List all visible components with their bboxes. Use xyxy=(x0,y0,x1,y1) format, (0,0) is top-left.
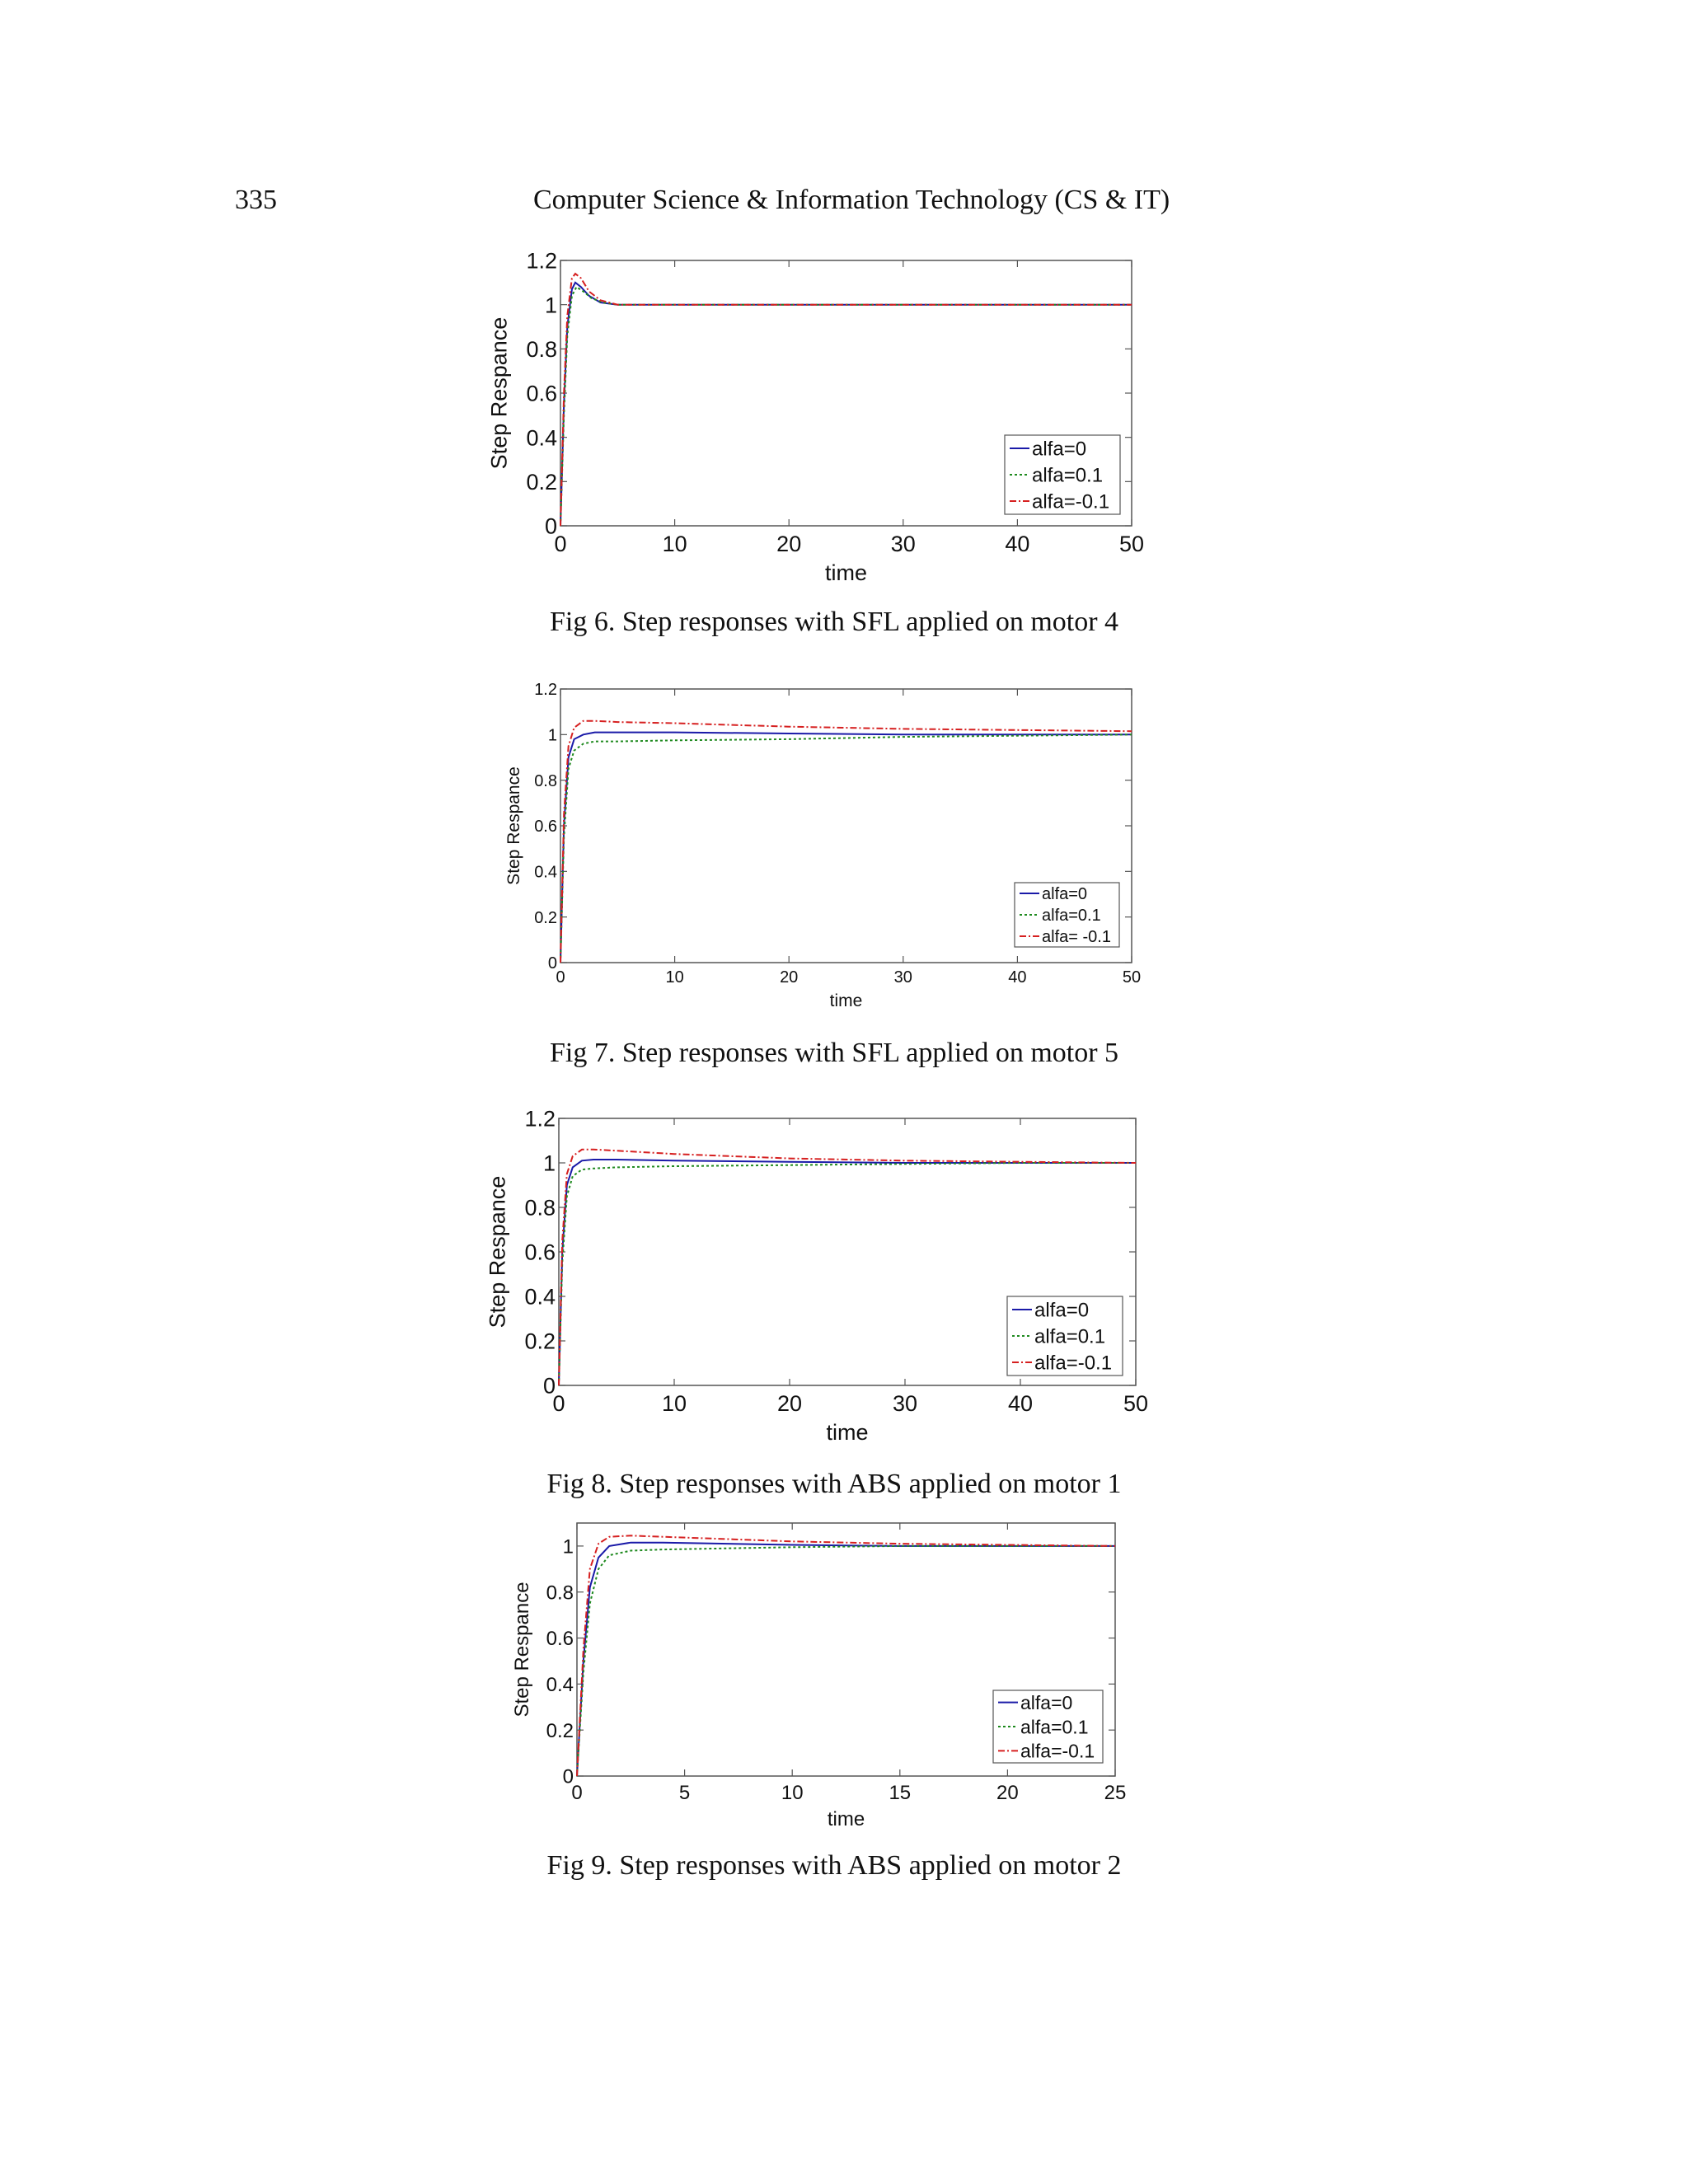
y-tick-label: 0.4 xyxy=(524,1284,556,1310)
y-axis-label: Step Respance xyxy=(485,1175,510,1329)
x-tick-label: 15 xyxy=(889,1782,912,1804)
figure-8-caption: Fig 8. Step responses with ABS applied on motor 1 xyxy=(546,1469,1122,1499)
x-tick-label: 10 xyxy=(665,968,684,987)
y-tick-label: 1.2 xyxy=(524,1106,556,1132)
y-tick-label: 0.6 xyxy=(546,1628,574,1651)
x-tick-label: 50 xyxy=(1118,532,1145,556)
x-tick-label: 20 xyxy=(780,968,799,987)
y-tick-label: 0 xyxy=(562,1765,574,1788)
y-tick-label: 0.4 xyxy=(534,863,557,882)
y-tick-label: 0 xyxy=(544,513,557,539)
y-tick-label: 0.6 xyxy=(534,818,557,837)
x-tick-label: 30 xyxy=(892,1391,918,1416)
x-tick-label: 0 xyxy=(571,1782,583,1804)
legend-entry: alfa=0.1 xyxy=(1042,907,1101,926)
y-tick-label: 0.4 xyxy=(546,1674,574,1697)
figure-7-caption: Fig 7. Step responses with SFL applied on motor 5 xyxy=(549,1038,1119,1068)
x-axis-label: time xyxy=(829,991,863,1010)
y-tick-label: 1 xyxy=(544,293,557,318)
y-axis-label: Step Respance xyxy=(504,766,523,885)
legend-entry: alfa= -0.1 xyxy=(1042,928,1111,947)
x-tick-label: 30 xyxy=(890,532,916,556)
y-tick-label: 0 xyxy=(547,954,557,973)
legend-entry: alfa=0.1 xyxy=(1020,1716,1089,1738)
x-axis-label: time xyxy=(824,560,868,585)
x-tick-label: 50 xyxy=(1123,1391,1149,1416)
legend-entry: alfa=0.1 xyxy=(1032,464,1104,487)
running-header: Computer Science & Information Technology (CS & IT) xyxy=(533,185,1170,215)
x-tick-label: 0 xyxy=(554,532,567,556)
y-tick-label: 0.8 xyxy=(546,1582,574,1605)
y-tick-label: 1 xyxy=(562,1535,574,1558)
legend-entry: alfa=0 xyxy=(1032,438,1087,461)
x-tick-label: 20 xyxy=(776,1391,803,1416)
y-tick-label: 0 xyxy=(542,1373,556,1399)
y-tick-label: 0.2 xyxy=(534,908,557,927)
x-tick-label: 50 xyxy=(1122,968,1142,987)
y-tick-label: 0.8 xyxy=(526,337,557,363)
x-tick-label: 20 xyxy=(996,1782,1019,1804)
x-tick-label: 25 xyxy=(1104,1782,1127,1804)
x-tick-label: 10 xyxy=(781,1782,804,1804)
y-axis-label: Step Respance xyxy=(486,316,512,470)
y-tick-label: 0.2 xyxy=(546,1719,574,1742)
x-tick-label: 30 xyxy=(893,968,912,987)
legend-entry: alfa=0 xyxy=(1020,1691,1073,1713)
x-tick-label: 10 xyxy=(662,532,687,556)
x-axis-label: time xyxy=(826,1420,869,1445)
x-axis-label: time xyxy=(827,1808,865,1830)
legend-entry: alfa=-0.1 xyxy=(1034,1352,1113,1375)
legend-entry: alfa=0 xyxy=(1042,885,1088,904)
y-tick-label: 1 xyxy=(542,1151,556,1176)
y-tick-label: 1.2 xyxy=(534,681,557,700)
legend-entry: alfa=0.1 xyxy=(1034,1325,1106,1348)
x-tick-label: 5 xyxy=(678,1782,691,1804)
y-tick-label: 0.4 xyxy=(526,425,557,451)
x-tick-label: 10 xyxy=(661,1391,687,1416)
x-tick-label: 0 xyxy=(556,968,565,987)
legend-entry: alfa=0 xyxy=(1034,1299,1090,1322)
y-tick-label: 0.6 xyxy=(526,381,557,406)
y-tick-label: 1.2 xyxy=(526,248,557,274)
x-tick-label: 40 xyxy=(1005,532,1030,556)
y-tick-label: 0.2 xyxy=(524,1329,556,1354)
y-axis-label: Step Respance xyxy=(511,1582,534,1718)
y-tick-label: 0.6 xyxy=(524,1240,556,1265)
figure-9-caption: Fig 9. Step responses with ABS applied on motor 2 xyxy=(546,1850,1122,1881)
y-tick-label: 0.2 xyxy=(526,470,557,495)
y-tick-label: 0.8 xyxy=(534,771,557,790)
figure-6-caption: Fig 6. Step responses with SFL applied on motor 4 xyxy=(549,607,1119,637)
y-tick-label: 0.8 xyxy=(524,1195,556,1221)
x-tick-label: 0 xyxy=(552,1391,565,1416)
y-tick-label: 1 xyxy=(547,726,557,745)
x-tick-label: 40 xyxy=(1007,1391,1034,1416)
x-tick-label: 40 xyxy=(1008,968,1027,987)
legend-entry: alfa=-0.1 xyxy=(1032,490,1110,513)
legend-entry: alfa=-0.1 xyxy=(1020,1740,1095,1762)
page-number: 335 xyxy=(235,185,277,215)
x-tick-label: 20 xyxy=(776,532,802,556)
